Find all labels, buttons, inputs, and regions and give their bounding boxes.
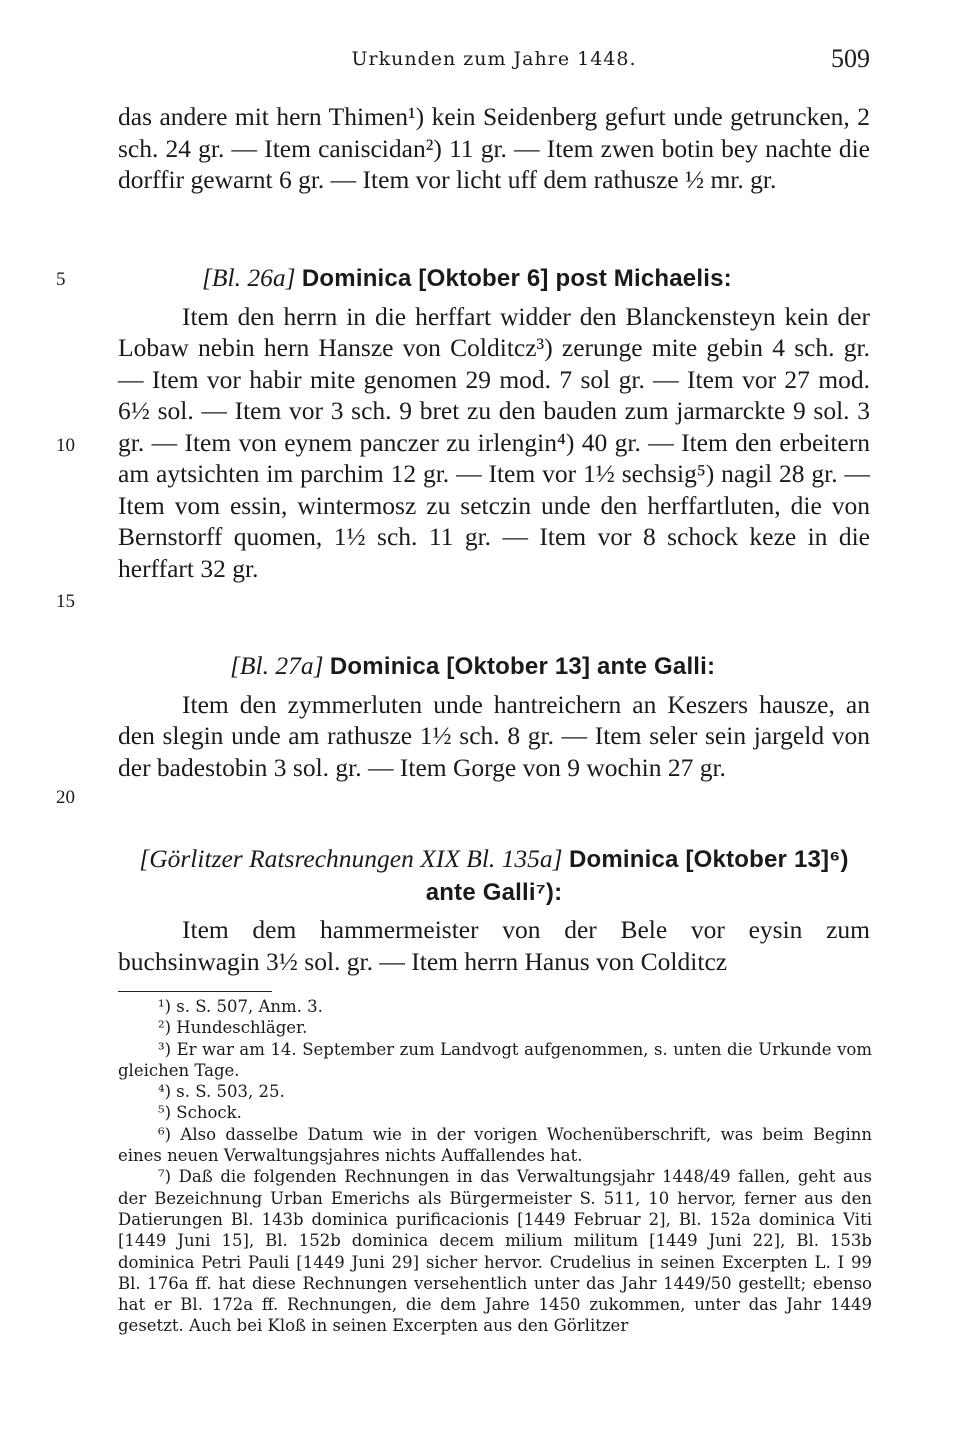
footnote-2: ²) Hundeschläger. [158, 1018, 308, 1038]
section-2-heading [118, 650, 870, 683]
page-header [118, 44, 870, 80]
footnote-1: ¹) s. S. 507, Anm. 3. [158, 997, 323, 1016]
section-3-title-part-1: Dominica [Oktober 13]⁶) [568, 846, 849, 873]
section-3-paragraph: Item dem hammermeister von der Bele vor eysin zum buchsinwagin 3½ sol. gr. — Item herrn Hanus von Colditcz [118, 915, 870, 976]
footnote-5: ⁵) Schock. [158, 1103, 242, 1123]
line-number-20: 20 [56, 787, 75, 808]
section-1 [56, 262, 870, 612]
page-number: 509 [831, 44, 870, 73]
footnote-6: ⁶) Also dasselbe Datum wie in der vorigen Wochenüberschrift, was beim Beginn eines neuen Verwaltungsjahres nichts Auffallendes hat. [118, 1124, 872, 1166]
section-2-paragraph: Item den zymmerluten unde hantreichern an Keszers hausze, an den slegin unde am rathusze 1½ sch. 8 gr. — Item seler sein jargeld von der badestobin 3 sol. gr. — Item Gorge von 9 wochin 27 gr. [118, 689, 870, 782]
running-head: Urkunden zum Jahre 1448. [351, 48, 637, 70]
footnotes [118, 996, 872, 1337]
footnote-rule [118, 991, 272, 992]
section-2-reference: [Bl. 27a] [230, 651, 324, 680]
section-2 [56, 650, 870, 808]
footnote-3: ³) Er war am 14. September zum Landvogt aufgenommen, s. unten die Urkunde vom gleichen Tage. [118, 1039, 872, 1080]
section-1-reference: [Bl. 26a] [202, 263, 296, 292]
line-number-10: 10 [56, 435, 75, 456]
section-3-reference: [Görlitzer Ratsrechnungen XIX Bl. 135a] [139, 844, 563, 873]
section-3-heading [118, 843, 870, 908]
intro-block [118, 101, 870, 196]
section-1-paragraph: Item den herrn in die herffart widder den Blanckensteyn kein der Lobaw nebin hern Hansze von Colditcz³) zerunge mite gebin 4 sch. gr. — Item vor habir mite genomen 29 mod. 7 sol gr. — Item vor 27 mod. 6½ sol. — Item vor 3 sch. 9 bret zu den bauden zum jarmarckte 9 sol. 3 gr. — Item von eynem panczer zu irlengin⁴) 40 gr. — Item den erbeitern am aytsichten im parchim 12 gr. — Item vor 1½ sechsig⁵) nagil 28 gr. — Item vom essin, wintermosz zu setczin unde den herffartluten, die von Bernstorff quomen, 1½ sch. 11 gr. — Item vor 8 schock keze in die herffart 32 gr. [118, 301, 870, 583]
section-3 [118, 843, 870, 977]
section-2-title: Dominica [Oktober 13] ante Galli: [329, 653, 716, 680]
footnote-4: ⁴) s. S. 503, 25. [158, 1082, 285, 1102]
intro-paragraph: das andere mit hern Thimen¹) kein Seidenberg gefurt unde getruncken, 2 sch. 24 gr. — Item caniscidan²) 11 gr. — Item zwen botin bey nachte die dorffir gewarnt 6 gr. — Item vor licht uff dem rathusze ½ mr. gr. [118, 102, 870, 194]
section-3-title-part-2: ante Galli⁷): [425, 878, 563, 906]
line-number-15: 15 [56, 591, 75, 612]
section-1-heading [118, 262, 870, 295]
line-number-5: 5 [56, 269, 66, 290]
section-1-title: Dominica [Oktober 6] post Michaelis: [301, 265, 732, 292]
footnote-7: ⁷) Daß die folgenden Rechnungen in das Verwaltungsjahr 1448/49 fallen, geht aus der Bezeichnung Urban Emerichs als Bürgermeister S. 511, 10 hervor, ferner aus den Datierungen Bl. 143b dominica purificacionis [1449 Februar 2], Bl. 152a dominica Viti [1449 Juni 15], Bl. 152b dominica decem milium militum [1449 Juni 22], Bl. 153b dominica Petri Pauli [1449 Juni 29] sicher hervor. Crudelius in seinen Excerpten L. I 99 Bl. 176a ff. hat diese Rechnungen versehentlich unter das Jahr 1449/50 gestellt; ebenso hat er Bl. 172a ff. Rechnungen, die dem Jahre 1450 zukommen, unter das Jahr 1449 gesetzt. Auch bei Kloß in seinen Excerpten aus den Görlitzer [118, 1167, 872, 1336]
